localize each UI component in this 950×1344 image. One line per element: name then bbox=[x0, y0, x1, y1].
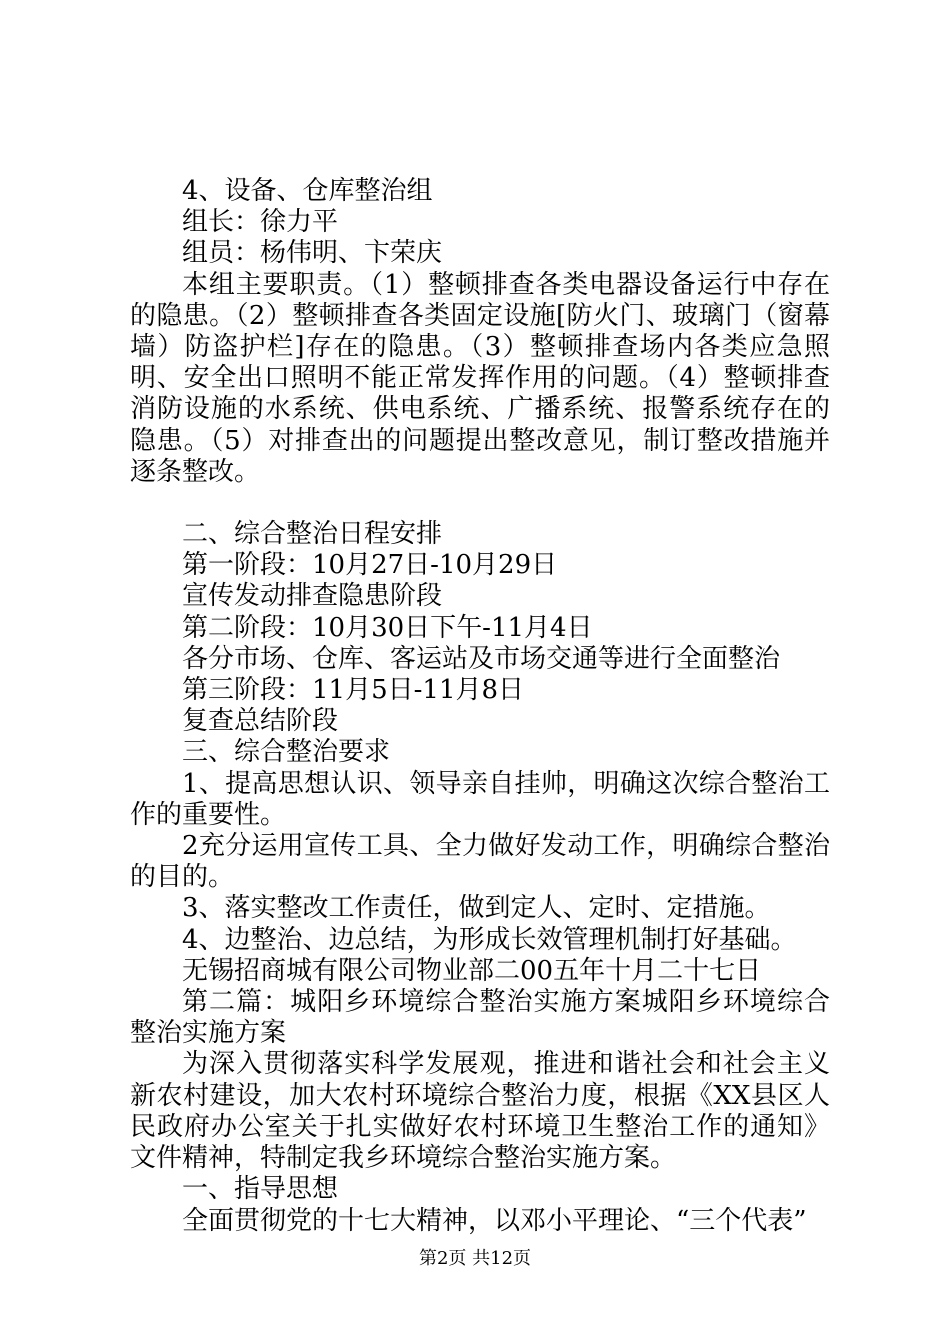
paragraph: 4、边整治、边总结，为形成长效管理机制打好基础。 bbox=[182, 924, 797, 955]
paragraph: 二、综合整治日程安排 bbox=[182, 519, 443, 550]
paragraph: 4、设备、仓库整治组 bbox=[182, 176, 433, 206]
paragraph: 一、指导思想 bbox=[182, 1174, 339, 1205]
paragraph: 各分市场、仓库、客运站及市场交通等进行全面整治 bbox=[182, 643, 781, 674]
paragraph: 第二篇：城阳乡环境综合整治实施方案城阳乡环境综合整治实施方案 bbox=[130, 987, 830, 1049]
paragraph: 宣传发动排查隐患阶段 bbox=[182, 581, 443, 612]
paragraph: 组长：徐力平 bbox=[182, 207, 339, 238]
paragraph: 1、提高思想认识、领导亲自挂帅，明确这次综合整治工作的重要性。 bbox=[130, 768, 830, 830]
paragraph: 全面贯彻党的十七大精神，以邓小平理论、“三个代表” bbox=[182, 1205, 807, 1236]
paragraph: 2充分运用宣传工具、全力做好发动工作，明确综合整治的目的。 bbox=[130, 831, 830, 893]
paragraph-gap bbox=[130, 488, 830, 519]
paragraph: 三、综合整治要求 bbox=[182, 737, 391, 768]
paragraph: 组员：杨伟明、卞荣庆 bbox=[182, 238, 443, 269]
paragraph: 本组主要职责。（1）整顿排查各类电器设备运行中存在的隐患。（2）整顿排查各类固定设施[防火门、玻璃门（窗幕墙）防盗护栏]存在的隐患。（3）整顿排查场内各类应急照明、安全出口照明不能正常发挥作用的问题。（4）整顿排查消防设施的水系统、供电系统、广播系统、报警系统存在的隐患。（5）对排查出的问题提出整改意见，制订整改措施并逐条整改。 bbox=[130, 269, 830, 487]
paragraph: 3、落实整改工作责任，做到定人、定时、定措施。 bbox=[182, 893, 771, 924]
paragraph: 第二阶段：10月30日下午-11月4日 bbox=[182, 612, 593, 643]
paragraph: 复查总结阶段 bbox=[182, 706, 339, 737]
paragraph: 第一阶段：10月27日-10月29日 bbox=[182, 550, 558, 581]
page-footer: 第2页 共12页 bbox=[418, 1248, 532, 1269]
document-body bbox=[130, 176, 830, 1237]
paragraph: 第三阶段：11月5日-11月8日 bbox=[182, 675, 525, 706]
paragraph: 无锡招商城有限公司物业部二00五年十月二十七日 bbox=[182, 955, 762, 986]
paragraph: 为深入贯彻落实科学发展观，推进和谐社会和社会主义新农村建设，加大农村环境综合整治力度，根据《XX县区人民政府办公室关于扎实做好农村环境卫生整治工作的通知》文件精神，特制定我乡环境综合整治实施方案。 bbox=[130, 1049, 830, 1174]
